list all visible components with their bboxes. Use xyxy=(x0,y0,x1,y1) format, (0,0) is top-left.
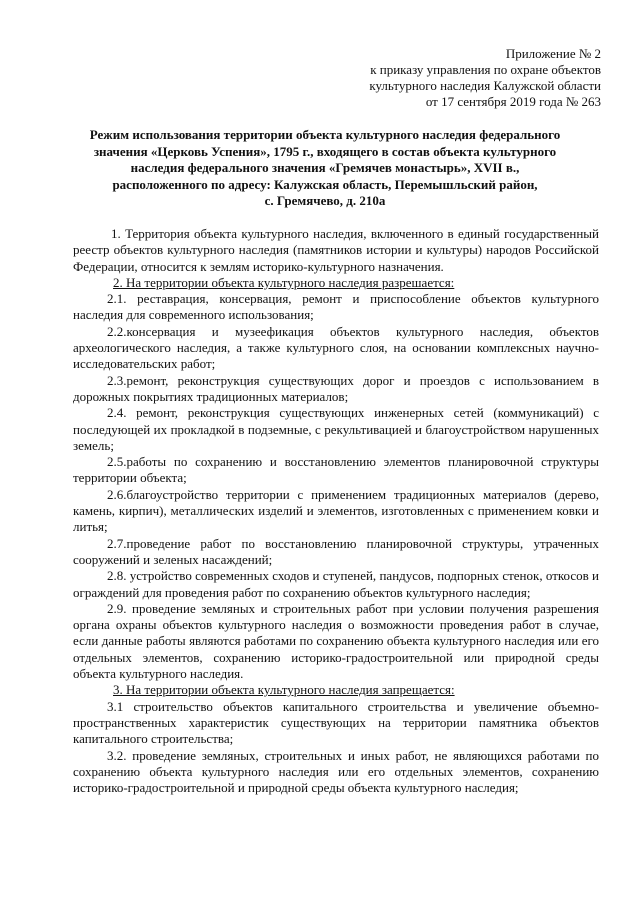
appendix-order-reference: к приказу управления по охране объектов xyxy=(370,62,601,77)
appendix-authority: культурного наследия Калужской области xyxy=(369,78,601,93)
item-2-8: 2.8. устройство современных сходов и ступеней, пандусов, подпорных стенок, откосов и ограждений для проведения работ по сохранению объектов культурного наследия; xyxy=(73,568,599,600)
title-line: наследия федерального значения «Гремячев монастырь», XVII в., xyxy=(130,160,520,175)
item-2-2: 2.2.консервация и музеефикация объектов культурного наследия, объектов археологического наследия, а также культурного слоя, на основании комплексных научно-исследовательских работ; xyxy=(73,323,599,372)
title-line: Режим использования территории объекта культурного наследия федерального xyxy=(89,127,561,142)
appendix-number: Приложение № 2 xyxy=(505,46,601,61)
item-2-7: 2.7.проведение работ по восстановлению планировочной структуры, утраченных сооружений и зеленых насаждений; xyxy=(73,535,599,567)
document-title xyxy=(60,127,590,210)
title-line: с. Гремячево, д. 210а xyxy=(264,193,386,208)
section-2-heading: 2. На территории объекта культурного наследия разрешается: xyxy=(113,274,455,290)
item-2-9: 2.9. проведение земляных и строительных работ при условии получения разрешения органа охраны объектов культурного наследия о возможности проведения работ в случае, если данные работы являются работами по сохранению объекта культурного наследия или его отдельных элементов, сохранению историко-градостроительной или природной среды объекта культурного наследия. xyxy=(73,600,599,682)
section-3-heading: 3. На территории объекта культурного наследия запрещается: xyxy=(113,682,455,698)
item-2-4: 2.4. ремонт, реконструкция существующих инженерных сетей (коммуникаций) с последующей их прокладкой в подземные, с рекультивацией и благоустройством нарушенных земель; xyxy=(73,405,599,453)
appendix-block xyxy=(369,46,601,110)
document-body xyxy=(73,226,599,796)
item-2-1: 2.1. реставрация, консервация, ремонт и приспособление объектов культурного наследия для современного использования; xyxy=(73,291,599,323)
appendix-date: от 17 сентября 2019 года № 263 xyxy=(425,94,601,109)
item-3-2: 3.2. проведение земляных, строительных и иных работ, не являющихся работами по сохранению объекта культурного наследия или его отдельных элементов, сохранению историко-градостроительной и природной среды объекта культурного наследия; xyxy=(73,747,599,796)
item-2-5: 2.5.работы по сохранению и восстановлению элементов планировочной структуры территории объекта; xyxy=(73,454,599,486)
item-3-1: 3.1 строительство объектов капитального строительства и увеличение объемно-пространственных характеристик существующих на территории памятника объектов капитального строительства; xyxy=(73,698,599,747)
title-line: расположенного по адресу: Калужская область, Перемышльский район, xyxy=(112,176,538,192)
title-line: значения «Церковь Успения», 1795 г., входящего в состав объекта культурного xyxy=(93,143,557,159)
paragraph-1: 1. Территория объекта культурного наследия, включенного в единый государственный реестр объектов культурного наследия (памятников истории и культуры) народов Российской Федерации, относится к землям историко-культурного назначения. xyxy=(73,226,599,274)
item-2-6: 2.6.благоустройство территории с применением традиционных материалов (дерево, камень, кирпич), металлических изделий и элементов, изготовленных с применением ковки и литья; xyxy=(73,486,599,535)
item-2-3: 2.3.ремонт, реконструкция существующих дорог и проездов с использованием в дорожных покрытиях традиционных материалов; xyxy=(73,372,599,404)
